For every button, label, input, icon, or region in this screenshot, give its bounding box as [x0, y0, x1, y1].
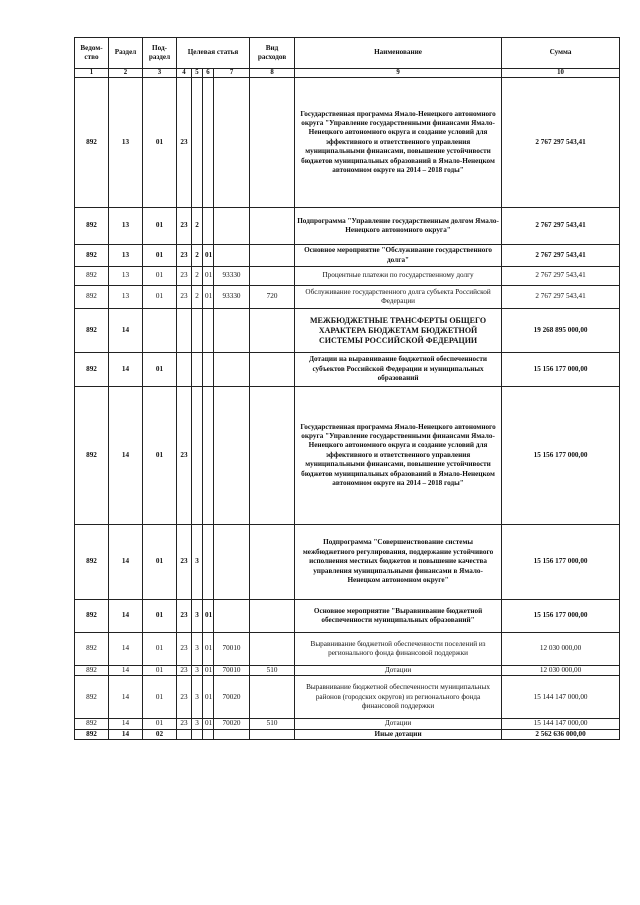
podrazdel-cell: 01 [143, 245, 177, 267]
col-number: 2 [109, 69, 143, 78]
vid-rashodov-cell [250, 729, 295, 739]
table-row [75, 387, 620, 525]
table-row [75, 309, 620, 353]
vedomstvo-cell: 892 [75, 666, 109, 676]
table-row [75, 208, 620, 245]
razdel-cell: 14 [109, 600, 143, 633]
sum-cell: 2 767 297 543,41 [502, 267, 620, 286]
table-row [75, 729, 620, 739]
col-number: 9 [295, 69, 502, 78]
razdel-cell: 13 [109, 208, 143, 245]
col-header-vedomstvo: Ведом-ство [75, 38, 109, 69]
col-number: 1 [75, 69, 109, 78]
target-direction-cell [214, 208, 250, 245]
name-cell: Основное мероприятие "Обслуживание государственного долга" [295, 245, 502, 267]
sum-cell: 15 144 147 000,00 [502, 719, 620, 729]
target-subprogram-cell: 2 [192, 267, 203, 286]
target-event-cell [203, 78, 214, 208]
col-header-razdel: Раздел [109, 38, 143, 69]
name-cell: Государственная программа Ямало-Ненецкого автономного округа "Управление государственными финансами Ямало-Ненецкого автономного округа и создание условий для эффективного и ответственного управления муниципальными финансами, повышение устойчивости бюджетов муниципальных образований в Ямало-Ненецком автономном округе на 2014 – 2018 годы" [295, 78, 502, 208]
vid-rashodov-cell [250, 245, 295, 267]
podrazdel-cell: 02 [143, 729, 177, 739]
vid-rashodov-cell [250, 309, 295, 353]
podrazdel-cell: 01 [143, 719, 177, 729]
budget-document [74, 37, 619, 740]
vedomstvo-cell: 892 [75, 286, 109, 309]
target-event-cell [203, 208, 214, 245]
target-event-cell: 01 [203, 676, 214, 719]
target-program-cell: 23 [177, 245, 192, 267]
vedomstvo-cell: 892 [75, 676, 109, 719]
target-direction-cell [214, 525, 250, 600]
table-row [75, 676, 620, 719]
sum-cell: 19 268 895 000,00 [502, 309, 620, 353]
name-cell: Дотации [295, 719, 502, 729]
podrazdel-cell: 01 [143, 78, 177, 208]
target-event-cell: 01 [203, 719, 214, 729]
target-direction-cell [214, 387, 250, 525]
target-event-cell [203, 729, 214, 739]
col-number: 8 [250, 69, 295, 78]
sum-cell: 12 030 000,00 [502, 633, 620, 666]
vid-rashodov-cell [250, 267, 295, 286]
sum-cell: 15 144 147 000,00 [502, 676, 620, 719]
vedomstvo-cell: 892 [75, 309, 109, 353]
razdel-cell: 14 [109, 309, 143, 353]
target-subprogram-cell: 3 [192, 666, 203, 676]
name-cell: Процентные платежи по государственному долгу [295, 267, 502, 286]
target-event-cell: 01 [203, 666, 214, 676]
budget-table [74, 37, 620, 740]
vid-rashodov-cell: 510 [250, 666, 295, 676]
vid-rashodov-cell: 720 [250, 286, 295, 309]
target-program-cell: 23 [177, 387, 192, 525]
name-cell: МЕЖБЮДЖЕТНЫЕ ТРАНСФЕРТЫ ОБЩЕГО ХАРАКТЕРА БЮДЖЕТАМ БЮДЖЕТНОЙ СИСТЕМЫ РОССИЙСКОЙ ФЕДЕРАЦИИ [295, 309, 502, 353]
target-direction-cell [214, 600, 250, 633]
target-program-cell: 23 [177, 676, 192, 719]
target-direction-cell [214, 353, 250, 387]
target-program-cell [177, 353, 192, 387]
sum-cell: 2 767 297 543,41 [502, 286, 620, 309]
name-cell: Дотации на выравнивание бюджетной обеспеченности субъектов Российской Федерации и муниципальных образований [295, 353, 502, 387]
target-event-cell [203, 387, 214, 525]
razdel-cell: 14 [109, 729, 143, 739]
vid-rashodov-cell [250, 633, 295, 666]
target-program-cell [177, 309, 192, 353]
sum-cell: 2 767 297 543,41 [502, 208, 620, 245]
razdel-cell: 14 [109, 666, 143, 676]
target-program-cell: 23 [177, 666, 192, 676]
razdel-cell: 13 [109, 286, 143, 309]
target-direction-cell: 93330 [214, 267, 250, 286]
vedomstvo-cell: 892 [75, 633, 109, 666]
target-direction-cell: 70010 [214, 666, 250, 676]
vid-rashodov-cell [250, 78, 295, 208]
target-subprogram-cell [192, 387, 203, 525]
razdel-cell: 14 [109, 353, 143, 387]
col-header-target: Целевая статья [177, 38, 250, 69]
table-row [75, 286, 620, 309]
target-direction-cell [214, 245, 250, 267]
vedomstvo-cell: 892 [75, 525, 109, 600]
sum-cell: 15 156 177 000,00 [502, 353, 620, 387]
vid-rashodov-cell [250, 353, 295, 387]
col-header-vid: Вид расходов [250, 38, 295, 69]
razdel-cell: 14 [109, 719, 143, 729]
target-event-cell: 01 [203, 286, 214, 309]
col-header-name: Наименование [295, 38, 502, 69]
target-subprogram-cell [192, 78, 203, 208]
vid-rashodov-cell: 510 [250, 719, 295, 729]
razdel-cell: 14 [109, 676, 143, 719]
target-event-cell [203, 525, 214, 600]
target-subprogram-cell: 3 [192, 719, 203, 729]
target-program-cell: 23 [177, 600, 192, 633]
podrazdel-cell: 01 [143, 525, 177, 600]
target-program-cell: 23 [177, 525, 192, 600]
razdel-cell: 13 [109, 245, 143, 267]
sum-cell: 12 030 000,00 [502, 666, 620, 676]
vedomstvo-cell: 892 [75, 267, 109, 286]
podrazdel-cell: 01 [143, 267, 177, 286]
vid-rashodov-cell [250, 208, 295, 245]
sum-cell: 2 562 636 000,00 [502, 729, 620, 739]
vid-rashodov-cell [250, 387, 295, 525]
table-row [75, 600, 620, 633]
podrazdel-cell: 01 [143, 676, 177, 719]
target-event-cell [203, 353, 214, 387]
target-subprogram-cell: 2 [192, 286, 203, 309]
table-row [75, 78, 620, 208]
name-cell: Подпрограмма "Управление государственным долгом Ямало-Ненецкого автономного округа" [295, 208, 502, 245]
table-row [75, 245, 620, 267]
podrazdel-cell: 01 [143, 666, 177, 676]
target-subprogram-cell [192, 309, 203, 353]
sum-cell: 15 156 177 000,00 [502, 600, 620, 633]
col-header-sum: Сумма [502, 38, 620, 69]
target-event-cell: 01 [203, 267, 214, 286]
podrazdel-cell: 01 [143, 633, 177, 666]
target-subprogram-cell: 2 [192, 245, 203, 267]
vedomstvo-cell: 892 [75, 719, 109, 729]
vedomstvo-cell: 892 [75, 387, 109, 525]
target-program-cell: 23 [177, 267, 192, 286]
col-number: 6 [203, 69, 214, 78]
sum-cell: 2 767 297 543,41 [502, 78, 620, 208]
target-direction-cell: 93330 [214, 286, 250, 309]
table-row [75, 666, 620, 676]
table-body [75, 78, 620, 740]
podrazdel-cell: 01 [143, 387, 177, 525]
column-number-row [75, 69, 620, 78]
sum-cell: 15 156 177 000,00 [502, 387, 620, 525]
col-header-podrazdel: Под-раздел [143, 38, 177, 69]
target-program-cell: 23 [177, 286, 192, 309]
header-row [75, 38, 620, 69]
vedomstvo-cell: 892 [75, 600, 109, 633]
col-number: 5 [192, 69, 203, 78]
target-program-cell: 23 [177, 633, 192, 666]
target-program-cell [177, 729, 192, 739]
target-program-cell: 23 [177, 719, 192, 729]
target-event-cell: 01 [203, 633, 214, 666]
name-cell: Подпрограмма "Совершенствование системы межбюджетного регулирования, поддержание устойчивого исполнения местных бюджетов и повышение качества управления муниципальными финансами в Ямало-Ненецком автономном округе" [295, 525, 502, 600]
sum-cell: 15 156 177 000,00 [502, 525, 620, 600]
target-event-cell [203, 309, 214, 353]
razdel-cell: 14 [109, 525, 143, 600]
target-subprogram-cell: 2 [192, 208, 203, 245]
target-direction-cell [214, 729, 250, 739]
vedomstvo-cell: 892 [75, 353, 109, 387]
vedomstvo-cell: 892 [75, 245, 109, 267]
target-subprogram-cell: 3 [192, 633, 203, 666]
vid-rashodov-cell [250, 525, 295, 600]
podrazdel-cell [143, 309, 177, 353]
podrazdel-cell: 01 [143, 208, 177, 245]
sum-cell: 2 767 297 543,41 [502, 245, 620, 267]
podrazdel-cell: 01 [143, 353, 177, 387]
name-cell: Выравнивание бюджетной обеспеченности муниципальных районов (городских округов) из регионального фонда финансовой поддержки [295, 676, 502, 719]
vid-rashodov-cell [250, 676, 295, 719]
target-subprogram-cell: 3 [192, 676, 203, 719]
target-event-cell: 01 [203, 600, 214, 633]
vedomstvo-cell: 892 [75, 208, 109, 245]
name-cell: Иные дотации [295, 729, 502, 739]
target-direction-cell: 70020 [214, 719, 250, 729]
target-subprogram-cell: 3 [192, 525, 203, 600]
target-direction-cell: 70010 [214, 633, 250, 666]
name-cell: Обслуживание государственного долга субъекта Российской Федерации [295, 286, 502, 309]
target-direction-cell [214, 309, 250, 353]
target-event-cell: 01 [203, 245, 214, 267]
table-row [75, 353, 620, 387]
razdel-cell: 14 [109, 633, 143, 666]
vedomstvo-cell: 892 [75, 729, 109, 739]
vedomstvo-cell: 892 [75, 78, 109, 208]
table-row [75, 525, 620, 600]
name-cell: Выравнивание бюджетной обеспеченности поселений из регионального фонда финансовой поддержки [295, 633, 502, 666]
target-direction-cell: 70020 [214, 676, 250, 719]
razdel-cell: 14 [109, 387, 143, 525]
col-number: 7 [214, 69, 250, 78]
target-program-cell: 23 [177, 208, 192, 245]
col-number: 4 [177, 69, 192, 78]
name-cell: Государственная программа Ямало-Ненецкого автономного округа "Управление государственными финансами Ямало-Ненецкого автономного округа и создание условий для эффективного и ответственного управления муниципальными финансами, повышение устойчивости бюджетов муниципальных образований в Ямало-Ненецком автономном округе на 2014 – 2018 годы" [295, 387, 502, 525]
table-row [75, 719, 620, 729]
table-row [75, 633, 620, 666]
target-subprogram-cell: 3 [192, 600, 203, 633]
target-subprogram-cell [192, 353, 203, 387]
name-cell: Дотации [295, 666, 502, 676]
table-row [75, 267, 620, 286]
name-cell: Основное мероприятие "Выравнивание бюджетной обеспеченности муниципальных образований" [295, 600, 502, 633]
col-number: 3 [143, 69, 177, 78]
podrazdel-cell: 01 [143, 286, 177, 309]
vid-rashodov-cell [250, 600, 295, 633]
target-program-cell: 23 [177, 78, 192, 208]
razdel-cell: 13 [109, 267, 143, 286]
target-subprogram-cell [192, 729, 203, 739]
target-direction-cell [214, 78, 250, 208]
podrazdel-cell: 01 [143, 600, 177, 633]
razdel-cell: 13 [109, 78, 143, 208]
col-number: 10 [502, 69, 620, 78]
